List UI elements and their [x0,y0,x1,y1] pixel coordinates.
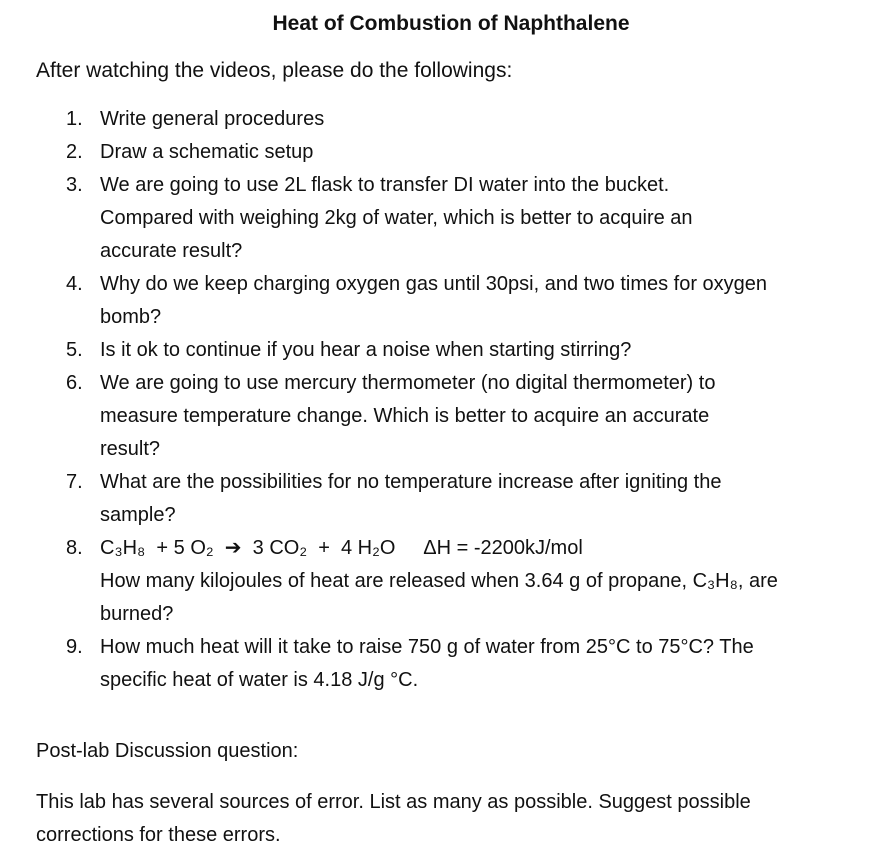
page-title: Heat of Combustion of Naphthalene [272,12,630,35]
item-text: What are the possibilities for no temperature increase after igniting the [100,471,722,493]
question-list [66,103,866,697]
item-text: burned? [100,603,174,625]
list-item [66,268,866,334]
intro-text: After watching the videos, please do the followings: [36,59,513,82]
list-item [66,169,866,268]
list-item [66,367,866,466]
item-text: specific heat of water is 4.18 J/g °C. [100,669,419,691]
list-item [66,532,866,631]
item-text: We are going to use mercury thermometer (no digital thermometer) to [100,372,716,394]
item-text: How much heat will it take to raise 750 g of water from 25°C to 75°C? The [100,636,754,658]
item-number: 6. [66,372,83,394]
list-item [66,466,866,532]
item-text: Compared with weighing 2kg of water, which is better to acquire an [100,207,693,229]
item-number: 9. [66,636,83,658]
item-number: 2. [66,141,83,163]
discussion-text [36,786,856,852]
list-item [66,334,866,367]
item-text: How many kilojoules of heat are released when 3.64 g of propane, C₃H₈, are [100,570,778,592]
item-number: 5. [66,339,83,361]
item-text: Is it ok to continue if you hear a noise when starting stirring? [100,339,632,361]
item-text: We are going to use 2L flask to transfer DI water into the bucket. [100,174,670,196]
item-text: sample? [100,504,176,526]
item-text: measure temperature change. Which is better to acquire an accurate [100,405,710,427]
discussion-line: This lab has several sources of error. List as many as possible. Suggest possible [36,791,751,813]
item-number: 7. [66,471,83,493]
item-number: 4. [66,273,83,295]
chemical-equation: C₃H₈ + 5 O₂ ➔ 3 CO₂ + 4 H₂O ΔH = -2200kJ/mol [100,537,583,559]
item-number: 1. [66,108,83,130]
item-text: accurate result? [100,240,243,262]
item-number: 3. [66,174,83,196]
post-lab-heading: Post-lab Discussion question: [36,740,299,762]
list-item [66,136,866,169]
item-text: Why do we keep charging oxygen gas until 30psi, and two times for oxygen [100,273,768,295]
list-item [66,103,866,136]
discussion-line: corrections for these errors. [36,824,281,846]
item-text: Write general procedures [100,108,325,130]
list-item [66,631,866,697]
item-number: 8. [66,537,83,559]
item-text: Draw a schematic setup [100,141,314,163]
item-text: bomb? [100,306,162,328]
item-text: result? [100,438,161,460]
